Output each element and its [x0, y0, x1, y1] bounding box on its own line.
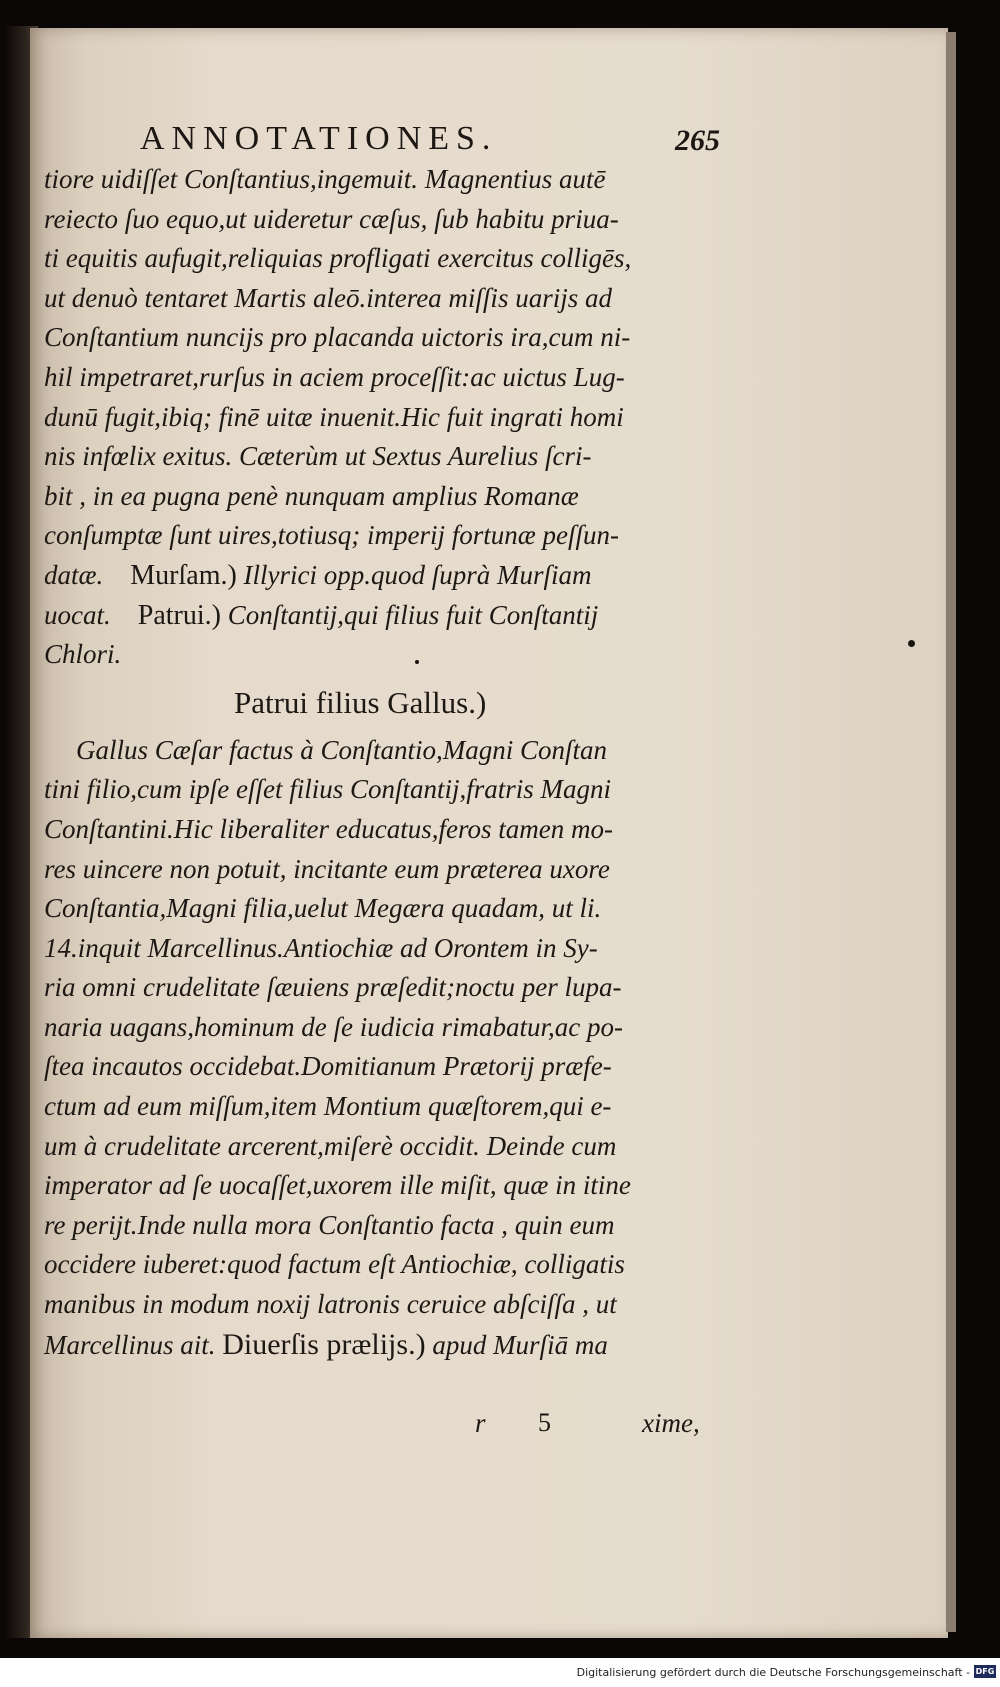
text-line: Conſtantium nuncijs pro placanda uictoris ira,cum ni-	[44, 322, 631, 353]
text-line	[44, 1325, 744, 1365]
text-line: res uincere non potuit, incitante eum præterea uxore	[44, 853, 610, 884]
text-line: hil impetraret,rurſus in aciem proceſſit:ac uictus Lug-	[44, 361, 625, 392]
text-line: re perijt.Inde nulla mora Conſtantio facta , quin eum	[44, 1209, 615, 1240]
text-fragment: apud Murſiā ma	[432, 1329, 608, 1360]
text-line: ti equitis aufugit,reliquias profligati exercitus colligēs,	[44, 243, 632, 274]
text-line: conſumptæ ſunt uires,totiusq; imperij fortunæ peſſun-	[44, 520, 619, 551]
ink-spot	[415, 660, 419, 664]
gloss-mursam: Illyrici opp.quod ſuprà Murſiam	[243, 559, 592, 590]
section-heading: Patrui filius Gallus.)	[234, 684, 487, 720]
text-line: tiore uidiſſet Conſtantius,ingemuit. Magnentius autē	[44, 164, 606, 194]
text-line: ria omni crudelitate ſæuiens præſedit;noctu per lupa-	[44, 972, 622, 1003]
main-text-block	[44, 160, 744, 1364]
text-line	[44, 596, 744, 636]
page-number: 265	[675, 124, 720, 157]
running-title: ANNOTATIONES.	[140, 120, 498, 157]
text-line: occidere iuberet:quod factum eſt Antiochiæ, colligatis	[44, 1249, 625, 1280]
text-line: Conſtantia,Magni filia,uelut Megæra quadam, ut li.	[44, 893, 602, 924]
page-edge	[946, 32, 956, 1632]
text-line: ut denuò tentaret Martis aleō.interea miſſis uarijs ad	[44, 282, 612, 313]
text-line: ctum ad eum miſſum,item Montium quæſtorem,qui e-	[44, 1091, 612, 1122]
text-line	[44, 556, 744, 596]
text-line: reiecto ſuo equo,ut uideretur cæſus, ſub habitu priua-	[44, 203, 619, 234]
ink-spot	[908, 640, 915, 647]
text-line: manibus in modum noxij latronis ceruice abſciſſa , ut	[44, 1289, 617, 1320]
text-line: 14.inquit Marcellinus.Antiochiæ ad Orontem in Sy-	[44, 932, 598, 963]
text-line: um à crudelitate arcerent,miſerè occidit. Deinde cum	[44, 1130, 617, 1161]
gloss-patrui: Conſtantij,qui filius fuit Conſtantij	[227, 599, 599, 630]
text-line: ſtea incautos occidebat.Domitianum Prætorij præfe-	[44, 1051, 612, 1082]
page-header	[30, 106, 948, 166]
text-line: dunū fugit,ibiq; finē uitæ inuenit.Hic fuit ingrati homi	[44, 401, 624, 432]
text-line: Chlori.	[44, 639, 122, 670]
lemma-diuersis: Diuerſis prælijs.)	[222, 1327, 426, 1361]
signature-mark: r	[475, 1408, 486, 1438]
dfg-logo: DFG	[975, 1667, 995, 1676]
text-line: imperator ad ſe uocaſſet,uxorem ille miſit, quæ in itine	[44, 1170, 631, 1201]
text-line: naria uagans,hominum de ſe iudicia rimabatur,ac po-	[44, 1011, 623, 1042]
text-fragment: uocat.	[44, 599, 111, 630]
lemma-patrui: Patrui.)	[137, 599, 221, 631]
funding-note: Digitalisierung gefördert durch die Deutsche Forschungsgemeinschaft -	[576, 1666, 970, 1679]
signature-number: 5	[538, 1408, 551, 1437]
text-fragment: Marcellinus ait.	[44, 1329, 216, 1360]
catchword: xime,	[642, 1408, 700, 1438]
digitization-footer	[0, 1658, 1000, 1687]
text-line: nis infœlix exitus. Cæterùm ut Sextus Aurelius ſcri-	[44, 441, 592, 472]
text-fragment: datæ.	[44, 559, 104, 590]
text-line: Conſtantini.Hic liberaliter educatus,feros tamen mo-	[44, 813, 613, 844]
lemma-mursam: Murſam.)	[130, 559, 237, 591]
text-line: tini filio,cum ipſe eſſet filius Conſtantij,fratris Magni	[44, 774, 611, 805]
text-line: Gallus Cæſar factus à Conſtantio,Magni Conſtan	[76, 734, 608, 765]
text-line: bit , in ea pugna penè nunquam amplius Romanæ	[44, 480, 579, 511]
catchword-line	[30, 1408, 948, 1448]
book-page	[30, 28, 948, 1638]
